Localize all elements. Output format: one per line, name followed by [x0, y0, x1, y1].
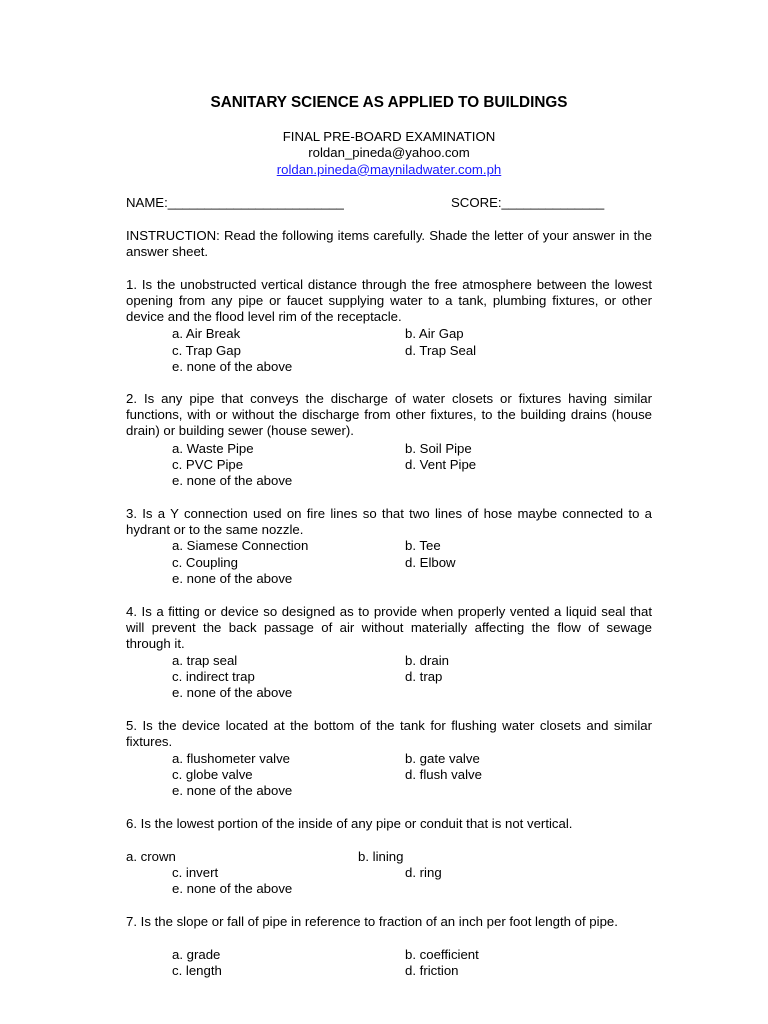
question-3-option-d[interactable]: d. Elbow	[405, 555, 456, 570]
question-5-option-e[interactable]: e. none of the above	[172, 783, 293, 798]
score-field: SCORE:______________	[451, 195, 605, 210]
question-2-option-e[interactable]: e. none of the above	[172, 473, 293, 488]
question-6-option-e[interactable]: e. none of the above	[172, 881, 293, 896]
question-3-option-e[interactable]: e. none of the above	[172, 571, 293, 586]
author-email-link[interactable]: roldan.pineda@mayniladwater.com.ph	[276, 161, 502, 177]
question-4-option-a[interactable]: a. trap seal	[172, 653, 238, 668]
question-6-option-b[interactable]: b. lining	[358, 849, 404, 864]
question-4-text: 4. Is a fitting or device so designed as to provide when properly vented a liquid seal that will prevent the back passage of air without materially affecting the flow of sewage through it.	[126, 604, 652, 652]
question-1-option-c[interactable]: c. Trap Gap	[172, 343, 241, 358]
question-4-option-b[interactable]: b. drain	[405, 653, 449, 668]
question-4-option-c[interactable]: c. indirect trap	[172, 669, 255, 684]
question-3-option-c[interactable]: c. Coupling	[172, 555, 238, 570]
question-6-option-d[interactable]: d. ring	[405, 865, 442, 880]
question-6-option-a[interactable]: a. crown	[126, 849, 176, 864]
question-5-option-a[interactable]: a. flushometer valve	[172, 751, 291, 766]
question-3-text: 3. Is a Y connection used on fire lines so that two lines of hose maybe connected to a hydrant or to the same nozzle.	[126, 506, 652, 538]
question-1-text: 1. Is the unobstructed vertical distance through the free atmosphere between the lowest opening from any pipe or faucet supplying water to a tank, plumbing fixtures, or other device and the flood level rim of the receptacle.	[126, 277, 652, 325]
question-5-text: 5. Is the device located at the bottom of the tank for flushing water closets and similar fixtures.	[126, 718, 652, 750]
question-1-option-d[interactable]: d. Trap Seal	[405, 343, 477, 358]
question-6-text: 6. Is the lowest portion of the inside of any pipe or conduit that is not vertical.	[126, 816, 573, 831]
question-3-option-b[interactable]: b. Tee	[405, 538, 441, 553]
question-1-option-a[interactable]: a. Air Break	[172, 326, 241, 341]
question-2-option-c[interactable]: c. PVC Pipe	[172, 457, 244, 472]
exam-name: FINAL PRE-BOARD EXAMINATION	[282, 129, 496, 144]
question-2-option-d[interactable]: d. Vent Pipe	[405, 457, 477, 472]
question-3-option-a[interactable]: a. Siamese Connection	[172, 538, 309, 553]
question-1-option-e[interactable]: e. none of the above	[172, 359, 293, 374]
question-4-option-d[interactable]: d. trap	[405, 669, 443, 684]
question-5-option-c[interactable]: c. globe valve	[172, 767, 253, 782]
question-2-option-a[interactable]: a. Waste Pipe	[172, 441, 254, 456]
question-2-option-b[interactable]: b. Soil Pipe	[405, 441, 472, 456]
author-email: roldan_pineda@yahoo.com	[308, 145, 470, 161]
question-7-option-b[interactable]: b. coefficient	[405, 947, 479, 962]
question-7-option-c[interactable]: c. length	[172, 963, 222, 978]
question-2-text: 2. Is any pipe that conveys the discharge of water closets or fixtures having similar functions, with or without the discharge from other fixtures, to the building drains (house drain) or building sewer (house sewer).	[126, 391, 652, 439]
instruction-text: INSTRUCTION: Read the following items carefully. Shade the letter of your answer in the answer sheet.	[126, 228, 652, 260]
question-7-option-a[interactable]: a. grade	[172, 947, 221, 962]
question-4-option-e[interactable]: e. none of the above	[172, 685, 293, 700]
question-5-option-d[interactable]: d. flush valve	[405, 767, 482, 782]
question-1-option-b[interactable]: b. Air Gap	[405, 326, 464, 341]
question-7-option-d[interactable]: d. friction	[405, 963, 459, 978]
document-title: SANITARY SCIENCE AS APPLIED TO BUILDINGS	[210, 94, 568, 111]
question-6-option-c[interactable]: c. invert	[172, 865, 219, 880]
exam-header	[0, 129, 768, 178]
name-field: NAME:________________________	[126, 195, 344, 210]
question-7-text: 7. Is the slope or fall of pipe in reference to fraction of an inch per foot length of pipe.	[126, 914, 618, 929]
question-5-option-b[interactable]: b. gate valve	[405, 751, 480, 766]
